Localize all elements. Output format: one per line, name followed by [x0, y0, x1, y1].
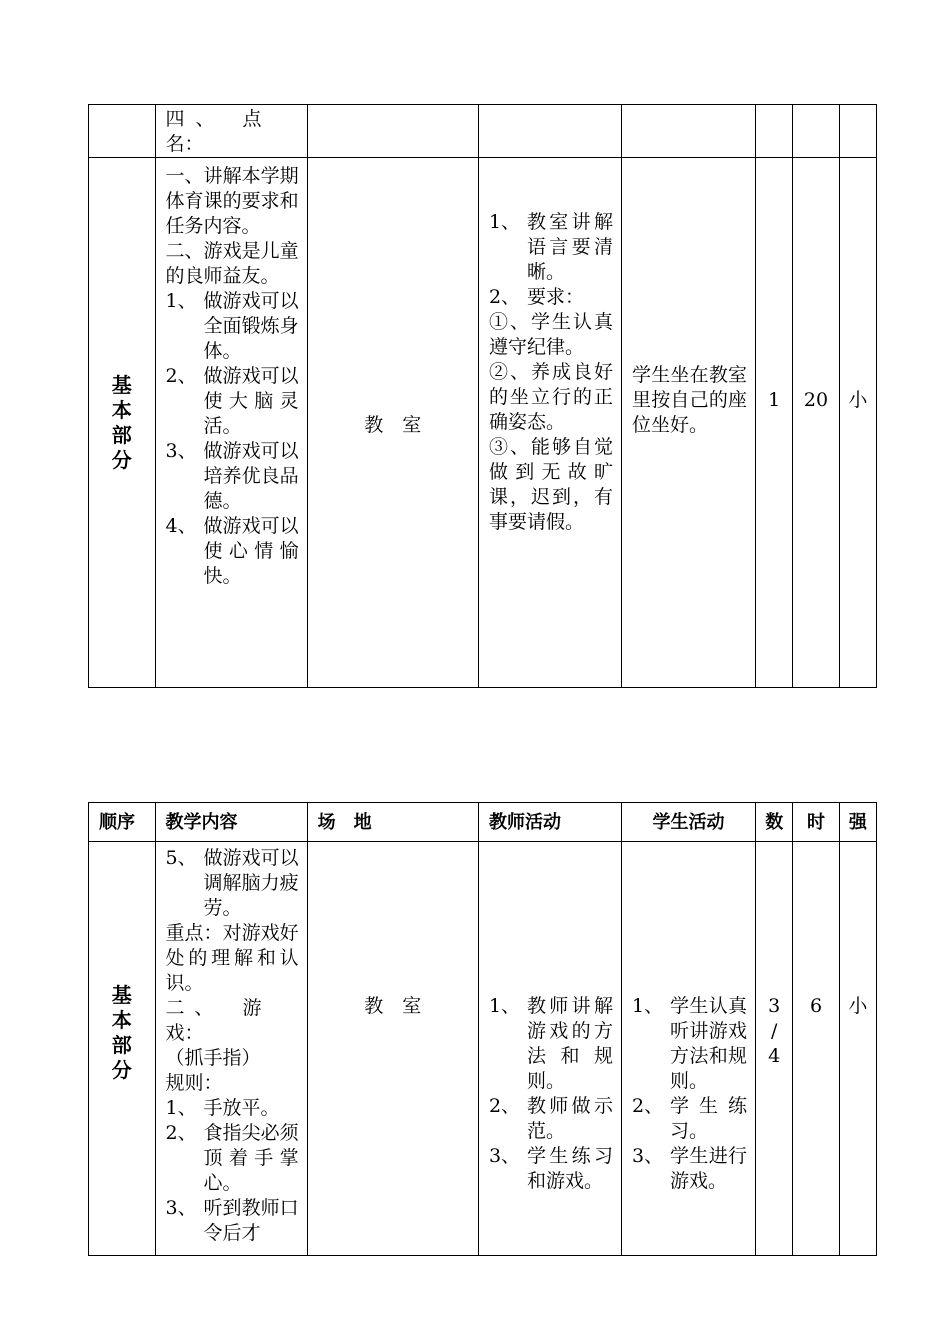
student-cell: [622, 158, 756, 688]
header-content: 教学内容: [155, 803, 307, 842]
list-item: 2、 教师做示范。: [488, 1095, 614, 1142]
list-item: 一、讲解本学期体育课的要求和任务内容。: [165, 165, 299, 237]
venue-cell: [307, 842, 478, 1256]
student-list: [622, 842, 755, 1194]
count-cell: [756, 158, 793, 688]
list-item: 1、 学生认真听讲游戏方法和规则。: [632, 995, 748, 1092]
header-intensity: 强: [839, 803, 876, 842]
section-label: 基 本 部 分: [111, 982, 132, 1082]
table-row: [89, 842, 877, 1256]
list-item: 2、 做游戏可以使大脑灵活。: [165, 365, 299, 437]
intensity-cell: [839, 158, 876, 688]
venue-text: 教 室: [364, 414, 422, 436]
list-item: 3、 听到教师口令后才: [165, 1197, 299, 1244]
teacher-cell: [478, 158, 621, 688]
table-header-row: [89, 803, 877, 842]
table-row: [89, 158, 877, 688]
student-cell: [622, 842, 756, 1256]
roll-call-text: 四、 点名：: [165, 108, 262, 155]
time-value: 6: [809, 995, 823, 1017]
order-cell: [89, 105, 156, 158]
lesson-table-2: [88, 802, 877, 1256]
header-count: 数: [756, 803, 793, 842]
list-item: ②、养成良好的坐立行的正确姿态。: [488, 361, 614, 433]
list-item: 二、 游戏：: [165, 997, 262, 1044]
list-item: 2、 要求：: [488, 286, 584, 308]
list-item: 4、 做游戏可以使心情愉快。: [165, 515, 299, 587]
count-value: 1: [768, 389, 781, 411]
list-item: （抓手指）: [165, 1047, 261, 1069]
time-cell: [793, 842, 839, 1256]
teacher-cell: [478, 842, 621, 1256]
list-item: 3、 做游戏可以培养优良品德。: [165, 440, 299, 512]
venue-cell: [307, 158, 478, 688]
intensity-value: 小: [848, 995, 868, 1017]
teacher-list: [479, 842, 621, 1194]
count-cell: [756, 105, 793, 158]
list-item: 规则：: [165, 1072, 223, 1094]
count-value: 3 / 4: [768, 995, 781, 1067]
list-item: 二、游戏是儿童的良师益友。: [165, 240, 299, 287]
section-label-cell: [89, 158, 156, 688]
section-label-cell: [89, 842, 156, 1256]
list-item: ③、能够自觉做到无故旷课，迟到，有事要请假。: [488, 436, 614, 533]
intensity-value: 小: [848, 389, 868, 411]
list-item: 2、 学生练习。: [632, 1095, 748, 1142]
teacher-list: [479, 158, 621, 535]
venue-text: 教 室: [364, 995, 422, 1017]
list-item: 5、 做游戏可以调解脑力疲劳。: [165, 847, 299, 919]
table-row: [89, 105, 877, 158]
content-list: [156, 842, 307, 1246]
student-activity-text: 学生坐在教室里按自己的座位坐好。: [632, 364, 748, 436]
list-item: 1、 教师讲解游戏的方法和规则。: [488, 995, 614, 1092]
header-time: 时: [793, 803, 839, 842]
content-cell: [155, 105, 307, 158]
student-cell: [622, 105, 756, 158]
section-label: 基 本 部 分: [111, 372, 132, 472]
header-order: 顺序: [89, 803, 156, 842]
header-student: 学生活动: [622, 803, 756, 842]
list-item: 重点：对游戏好处的理解和认识。: [165, 922, 299, 994]
time-cell: [793, 105, 839, 158]
content-cell: [155, 842, 307, 1256]
intensity-cell: [839, 842, 876, 1256]
lesson-table-1: [88, 104, 877, 688]
header-venue: 场 地: [307, 803, 478, 842]
list-item: 3、 学生练习和游戏。: [488, 1145, 614, 1192]
time-cell: [793, 158, 839, 688]
content-list: [156, 158, 307, 589]
list-item: 1、 教室讲解语言要清晰。: [488, 211, 614, 283]
time-value: 20: [803, 389, 829, 411]
intensity-cell: [839, 105, 876, 158]
list-item: 1、 手放平。: [165, 1097, 280, 1119]
list-item: ①、学生认真遵守纪律。: [488, 311, 614, 358]
venue-cell: [307, 105, 478, 158]
list-item: 2、 食指尖必须顶着手掌心。: [165, 1122, 299, 1194]
list-item: 3、 学生进行游戏。: [632, 1145, 748, 1192]
content-cell: [155, 158, 307, 688]
header-teacher: 教师活动: [478, 803, 621, 842]
list-item: 1、 做游戏可以全面锻炼身体。: [165, 290, 299, 362]
teacher-cell: [478, 105, 621, 158]
count-cell: [756, 842, 793, 1256]
